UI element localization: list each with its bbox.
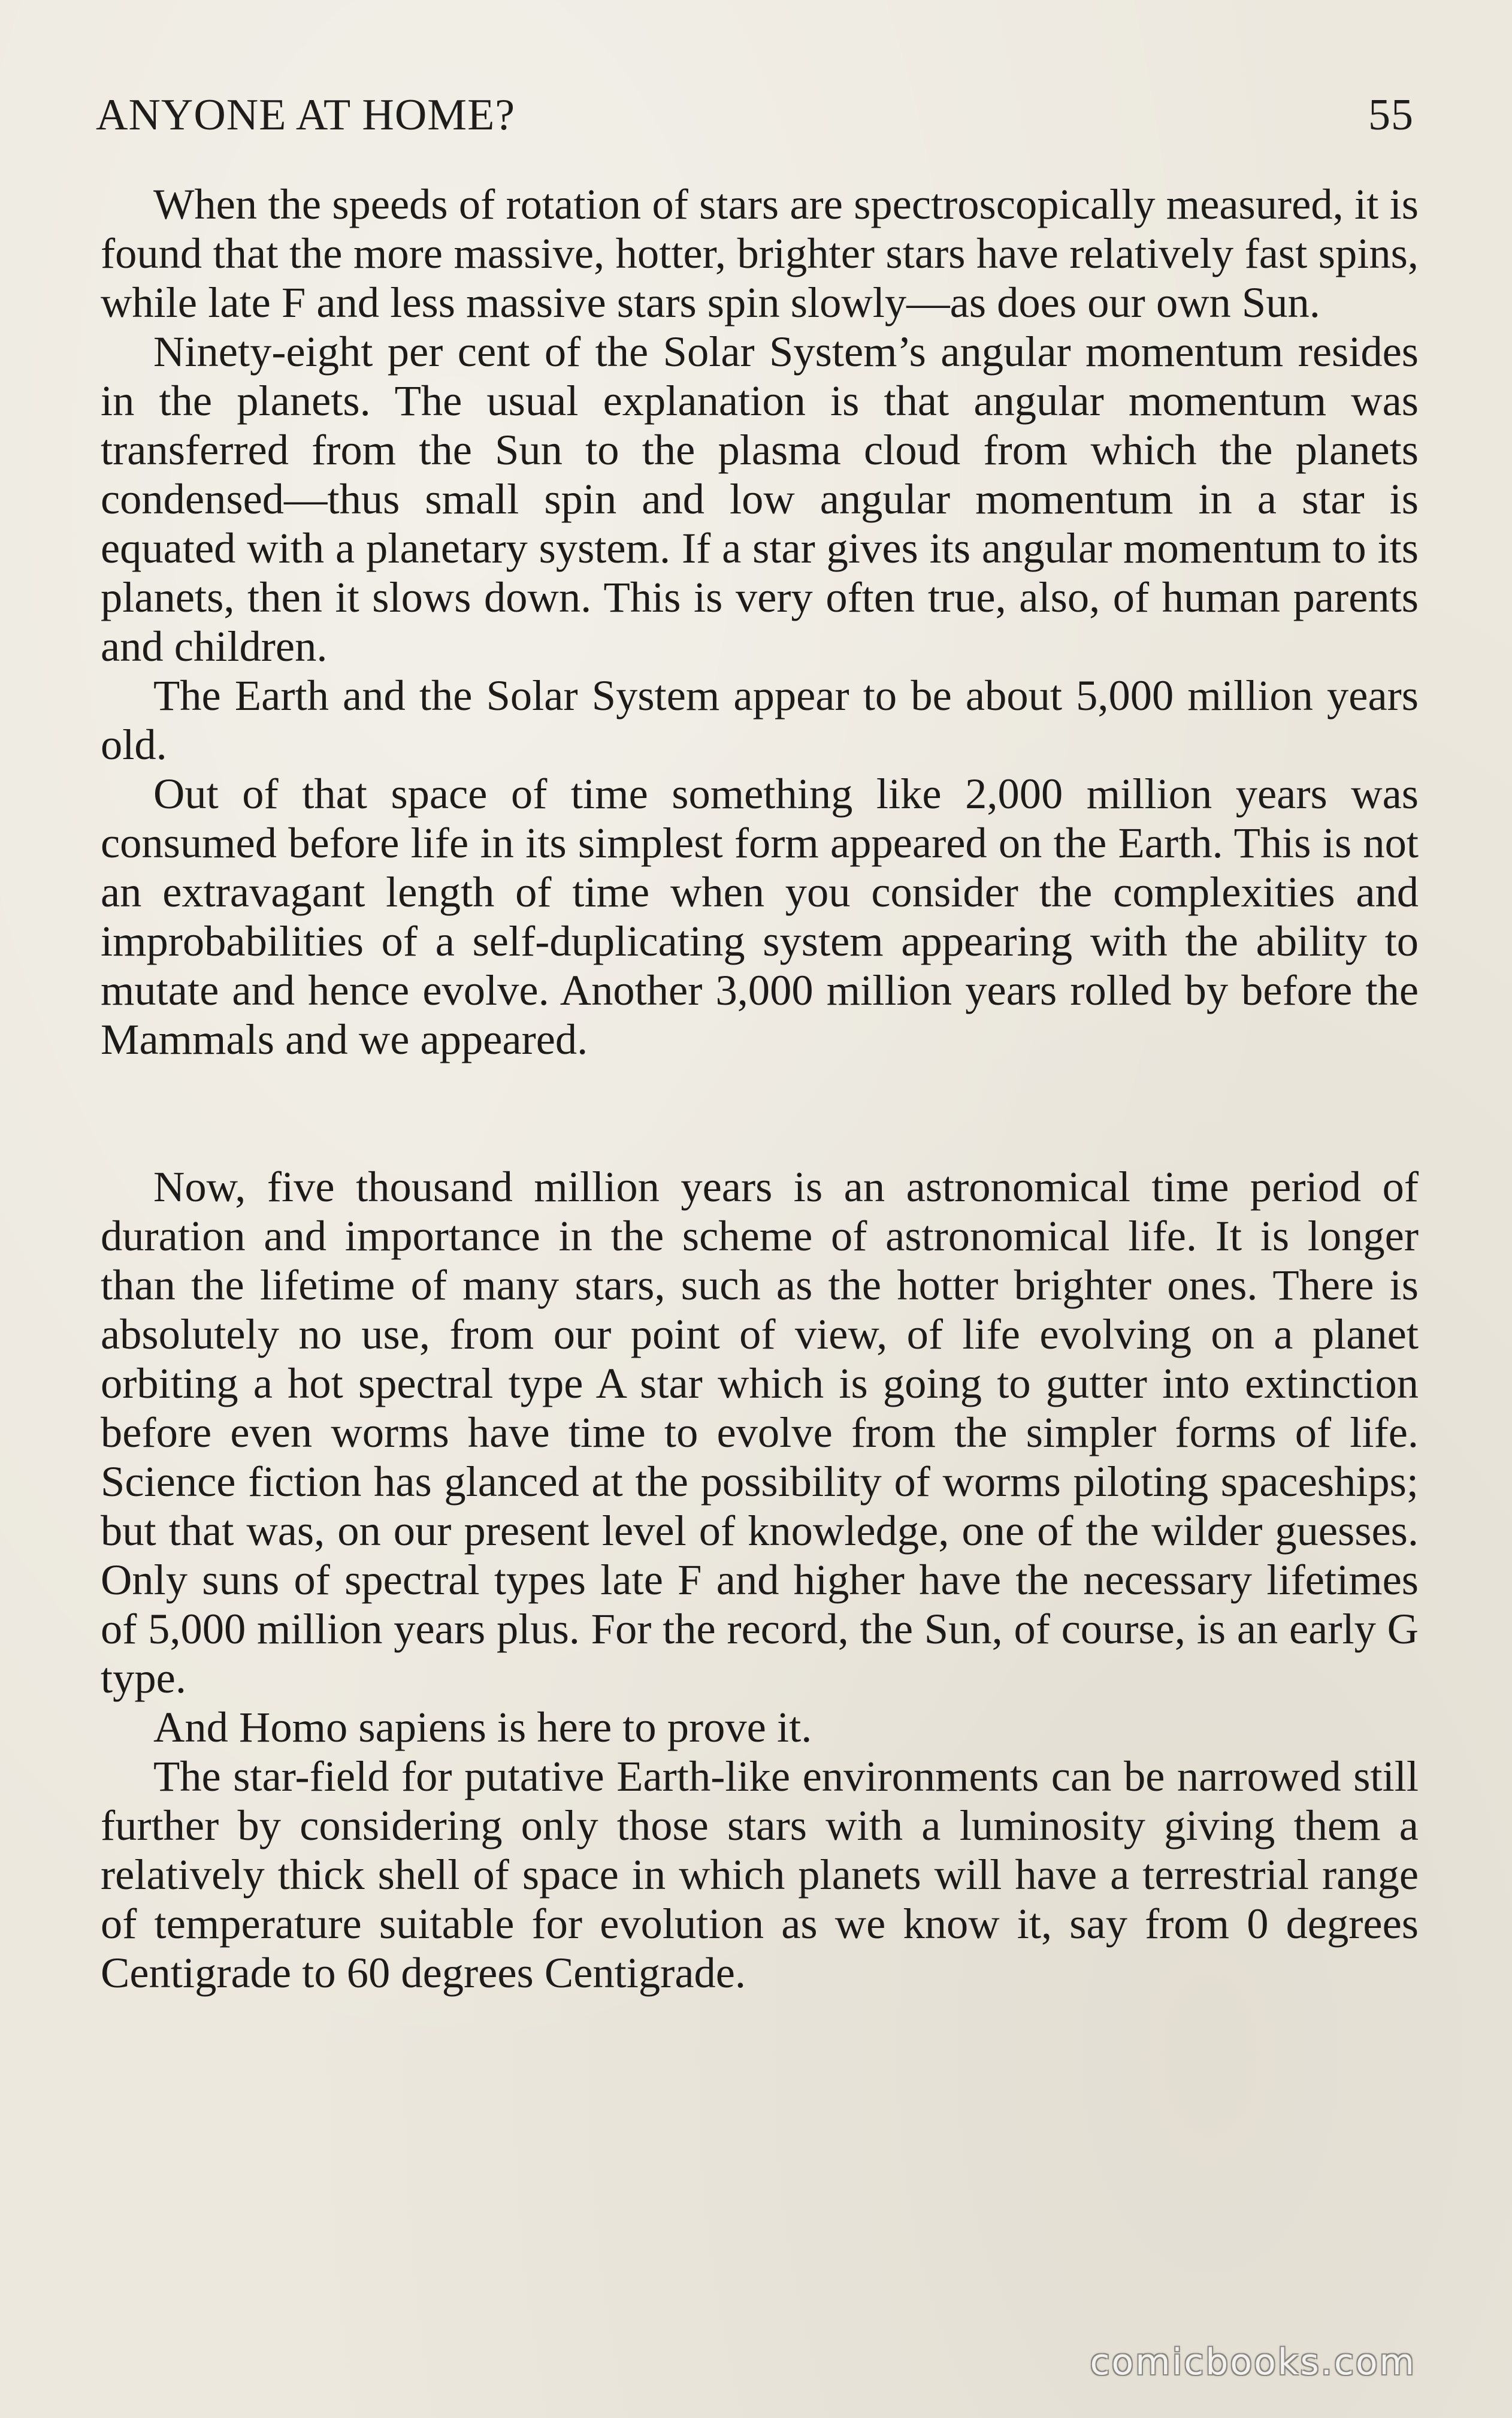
paragraph: The Earth and the Solar System appear to be about 5,000 million years old. bbox=[101, 671, 1419, 769]
paragraph: The star-field for putative Earth-like environments can be narrowed still further by considering only those stars with a luminosity giving them a relatively thick shell of space in which planets will have a terrestrial range of temperature suitable for evolution as we know it, say from 0 degrees Centigrade to 60 degrees Centigrade. bbox=[101, 1752, 1419, 1997]
paragraph: Now, five thousand million years is an astronomical time period of duration and importance in the scheme of astronomical life. It is longer than the lifetime of many stars, such as the hotter brighter ones. There is absolutely no use, from our point of view, of life evolving on a planet orbiting a hot spectral type A star which is going to gutter into extinction before even worms have time to evolve from the simpler forms of life. Science fiction has glanced at the possibility of worms piloting spaceships; but that was, on our present level of knowledge, one of the wilder guesses. Only suns of spectral types late F and higher have the necessary lifetimes of 5,000 million years plus. For the record, the Sun, of course, is an early G type. bbox=[101, 1162, 1419, 1702]
page-header bbox=[96, 90, 1414, 156]
paragraph: Out of that space of time something like 2,000 million years was consumed before life in its simplest form appeared on the Earth. This is not an extravagant length of time when you consider the complexities and improbabilities of a self-duplicating system appearing with the ability to mutate and hence evolve. Another 3,000 million years rolled by before the Mammals and we appeared. bbox=[101, 769, 1419, 1063]
paragraph: Ninety-eight per cent of the Solar System’s angular momentum resides in the planets. The usual explanation is that angular momentum was transferred from the Sun to the plasma cloud from which the planets condensed—thus small spin and low angular momentum in a star is equated with a planetary system. If a star gives its angular momentum to its planets, then it slows down. This is very often true, also, of human parents and children. bbox=[101, 327, 1419, 670]
watermark-logo: comicbooks.com bbox=[1090, 2341, 1416, 2383]
paragraph: When the speeds of rotation of stars are spectroscopically measured, it is found that the more massive, hotter, brighter stars have relatively fast spins, while late F and less massive stars spin slowly—as does our own Sun. bbox=[101, 180, 1419, 327]
page-number: 55 bbox=[1368, 90, 1414, 140]
paragraph: And Homo sapiens is here to prove it. bbox=[153, 1703, 812, 1751]
section-break bbox=[101, 1064, 1419, 1162]
running-head: ANYONE AT HOME? bbox=[96, 90, 516, 140]
body-text bbox=[101, 180, 1419, 1997]
